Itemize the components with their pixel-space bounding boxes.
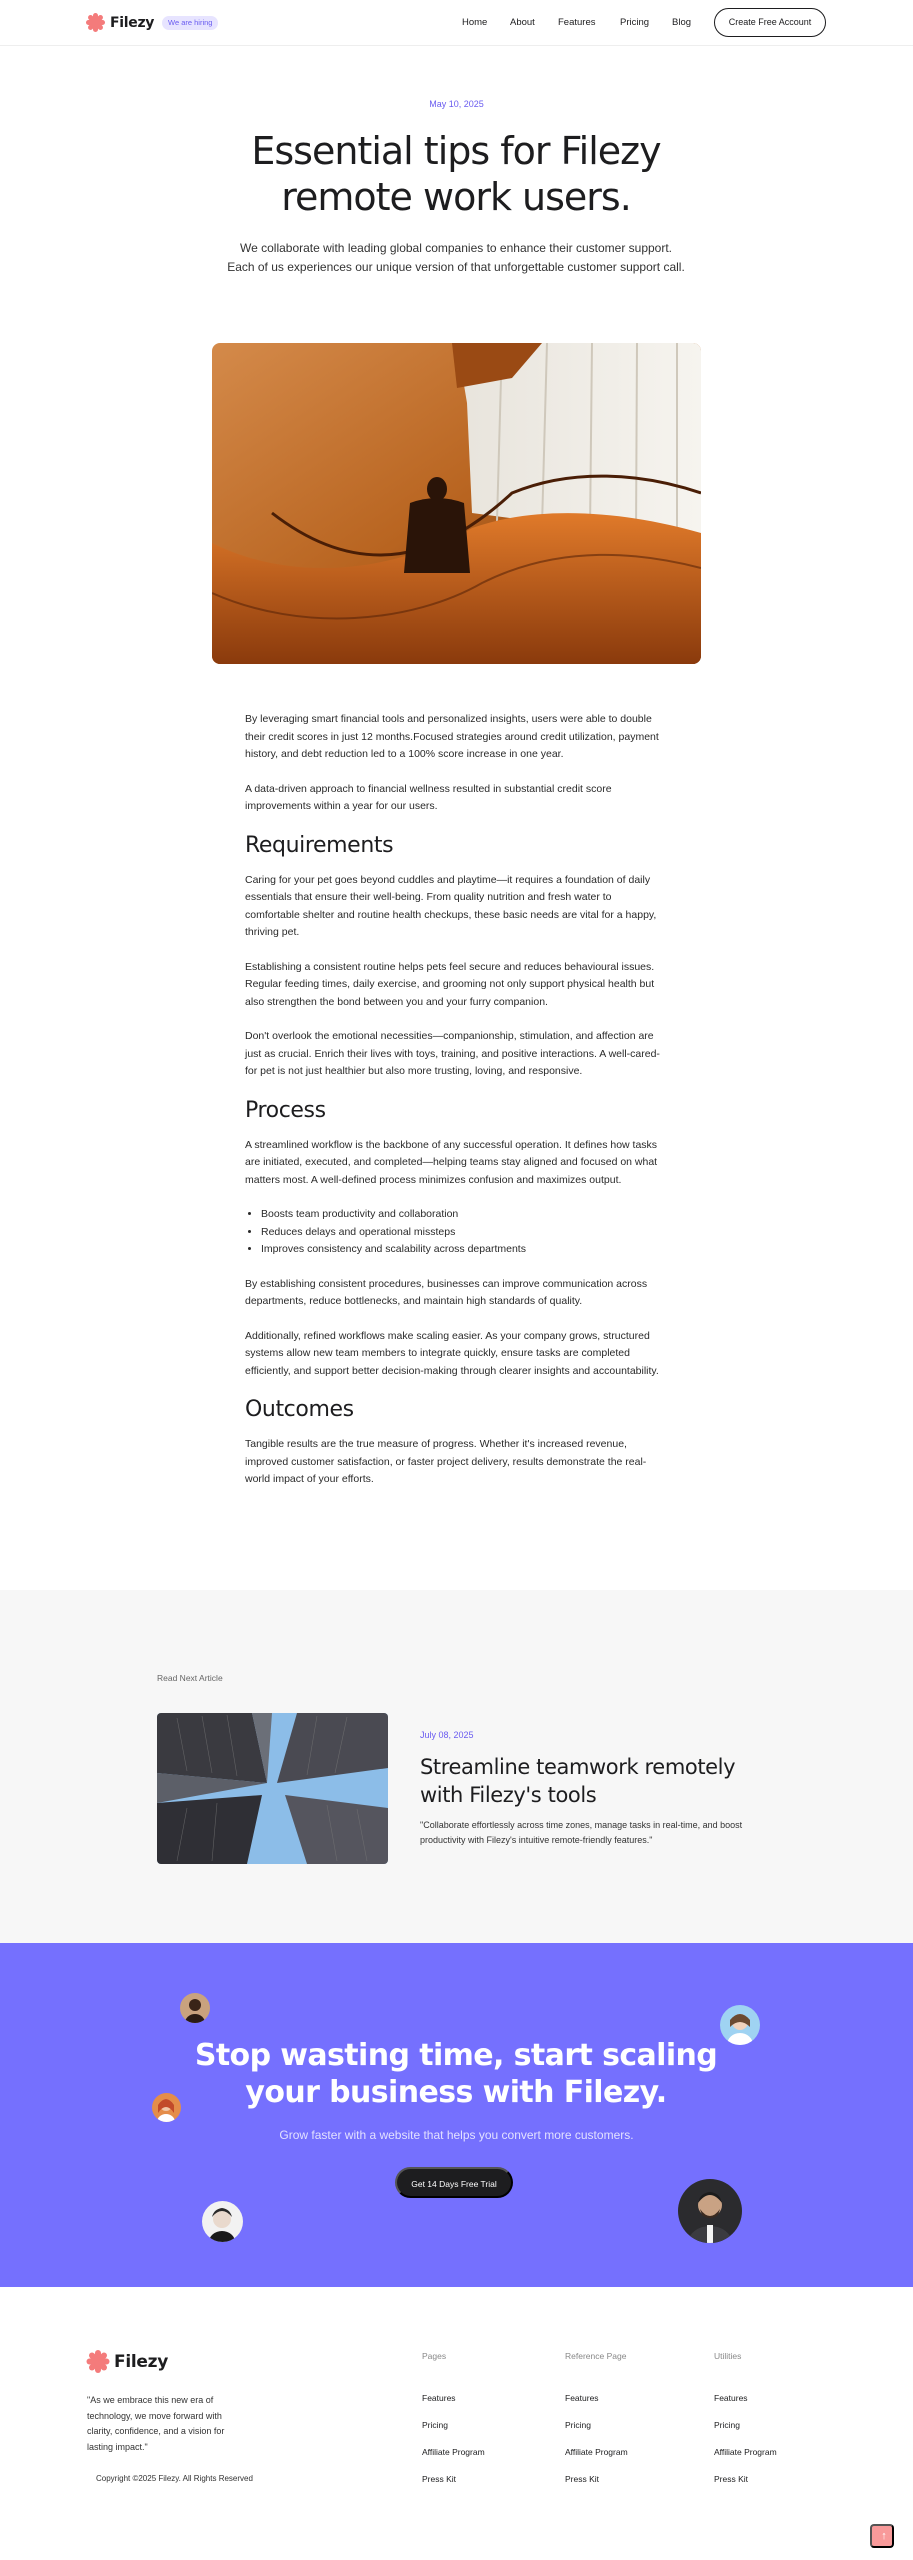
article-paragraph: Caring for your pet goes beyond cuddles and playtime—it requires a foundation of daily essentials that ensure their well-being. From quality nutrition and fresh water to comfortable shelter and routine health checkups, these basic needs are vital for a happy, thriving pet. (245, 873, 657, 938)
footer-brand-logo[interactable] (86, 2350, 168, 2373)
read-next-image[interactable] (157, 1713, 388, 1864)
nav-link-about[interactable]: About (510, 17, 535, 28)
read-next-description: "Collaborate effortlessly across time zones, manage tasks in real-time, and boost productivity with Filezy's intuitive remote-friendly features." (420, 1820, 743, 1845)
hiring-badge[interactable]: We are hiring (162, 16, 218, 30)
list-item: • Improves consistency and scalability across departments (261, 1241, 669, 1259)
asterisk-logo-icon (86, 13, 105, 32)
footer-link-pricing[interactable]: Pricing (714, 2420, 740, 2430)
read-next-title-link[interactable]: Streamline teamwork remotely with Filezy's tools (420, 1755, 736, 1807)
brand-logo[interactable] (86, 13, 154, 32)
article-paragraph: Establishing a consistent routine helps pets feel secure and reduces behavioural issues. Regular feeding times, daily exercise, and grooming not only support physical health but also strengthen the bond between you and your furry companion. (245, 960, 655, 1008)
scroll-to-top-button[interactable] (870, 2524, 894, 2548)
section-heading-process: Process (245, 1097, 326, 1123)
section-heading-requirements: Requirements (245, 832, 394, 858)
asterisk-logo-icon (86, 2350, 109, 2373)
footer-column-heading: Reference Page (565, 2351, 627, 2361)
read-next-label: Read Next Article (157, 1673, 223, 1683)
copyright-text: Copyright ©2025 Filezy. All Rights Reserved (96, 2474, 253, 2483)
page-title: Essential tips for Filezy remote work users. (251, 129, 661, 219)
brand-name: Filezy (114, 2351, 168, 2372)
section-heading-outcomes: Outcomes (245, 1397, 354, 1422)
nav-link-blog[interactable]: Blog (672, 17, 692, 28)
cta-band (0, 1943, 913, 2287)
article-paragraph: A data-driven approach to financial wellness resulted in substantial credit score improvements within a year for our users. (245, 782, 612, 812)
cta-title: Stop wasting time, start scaling your business with Filezy. (194, 2038, 718, 2110)
process-bullet-list (261, 1206, 669, 1259)
list-item: • Reduces delays and operational missteps (261, 1224, 669, 1242)
article-paragraph: By leveraging smart financial tools and personalized insights, users were able to double their credit scores in just 12 months.Focused strategies around credit utilization, payment history, and debt reduction led to a 100% score increase in one year. (245, 713, 659, 760)
top-navbar (0, 0, 913, 46)
article-paragraph: A streamlined workflow is the backbone of any successful operation. It defines how tasks are initiated, executed, and completed—helping teams stay aligned and focused on what matters most. A well-defined process minimizes confusion and maximizes output. (245, 1138, 658, 1186)
article-paragraph: Don't overlook the emotional necessities—companionship, stimulation, and affection are just as crucial. Enrich their lives with toys, training, and positive interactions. A well-cared-for pet is not just healthier but also more trusting, loving, and responsive. (245, 1030, 660, 1077)
footer-link-affiliate[interactable]: Affiliate Program (565, 2447, 628, 2457)
free-trial-button[interactable]: Get 14 Days Free Trial (395, 2167, 513, 2198)
article-body (245, 711, 669, 1506)
nav-link-pricing[interactable]: Pricing (620, 17, 650, 28)
list-item: • Boosts team productivity and collaboration (261, 1206, 669, 1224)
avatar (180, 1993, 210, 2023)
footer-link-features[interactable]: Features (422, 2393, 456, 2403)
arrow-up-icon: ↑ (881, 2530, 887, 2542)
footer-column-heading: Pages (422, 2351, 447, 2361)
read-next-date: July 08, 2025 (420, 1730, 474, 1740)
hero-subtitle: We collaborate with leading global companies to enhance their customer support. Each of us experiences our unique version of that unforgettable customer support call. (227, 241, 685, 274)
footer-link-affiliate[interactable]: Affiliate Program (714, 2447, 777, 2457)
avatar (678, 2179, 742, 2243)
footer-link-features[interactable]: Features (565, 2393, 599, 2403)
create-account-button[interactable]: Create Free Account (714, 8, 826, 37)
nav-link-features[interactable]: Features (558, 17, 596, 28)
article-paragraph: Tangible results are the true measure of progress. Whether it's increased revenue, improved customer satisfaction, or faster project delivery, results demonstrate the real-world impact of your efforts. (245, 1438, 647, 1485)
avatar (202, 2201, 243, 2242)
footer-link-press-kit[interactable]: Press Kit (714, 2474, 749, 2484)
footer-link-press-kit[interactable]: Press Kit (565, 2474, 600, 2484)
brand-name: Filezy (110, 14, 155, 31)
footer-quote: "As we embrace this new era of technology, we move forward with clarity, confidence, and a vision for lasting impact." (87, 2395, 225, 2452)
post-date: May 10, 2025 (429, 99, 484, 109)
article-paragraph: Additionally, refined workflows make scaling easier. As your company grows, structured systems allow new team members to integrate quickly, ensure tasks are completed efficiently, and support better decision-making through clearer insights and accountability. (245, 1329, 659, 1377)
footer-link-features[interactable]: Features (714, 2393, 748, 2403)
footer-link-pricing[interactable]: Pricing (565, 2420, 591, 2430)
hero-image (212, 343, 701, 664)
cta-subtitle: Grow faster with a website that helps you convert more customers. (279, 2128, 634, 2142)
footer-link-affiliate[interactable]: Affiliate Program (422, 2447, 485, 2457)
footer-link-press-kit[interactable]: Press Kit (422, 2474, 457, 2484)
footer-column-heading: Utilities (714, 2351, 742, 2361)
article-paragraph: By establishing consistent procedures, businesses can improve communication across departments, reduce bottlenecks, and maintain high standards of quality. (245, 1277, 648, 1307)
nav-link-home[interactable]: Home (462, 17, 488, 28)
read-next-section (0, 1590, 913, 1943)
footer-link-pricing[interactable]: Pricing (422, 2420, 448, 2430)
